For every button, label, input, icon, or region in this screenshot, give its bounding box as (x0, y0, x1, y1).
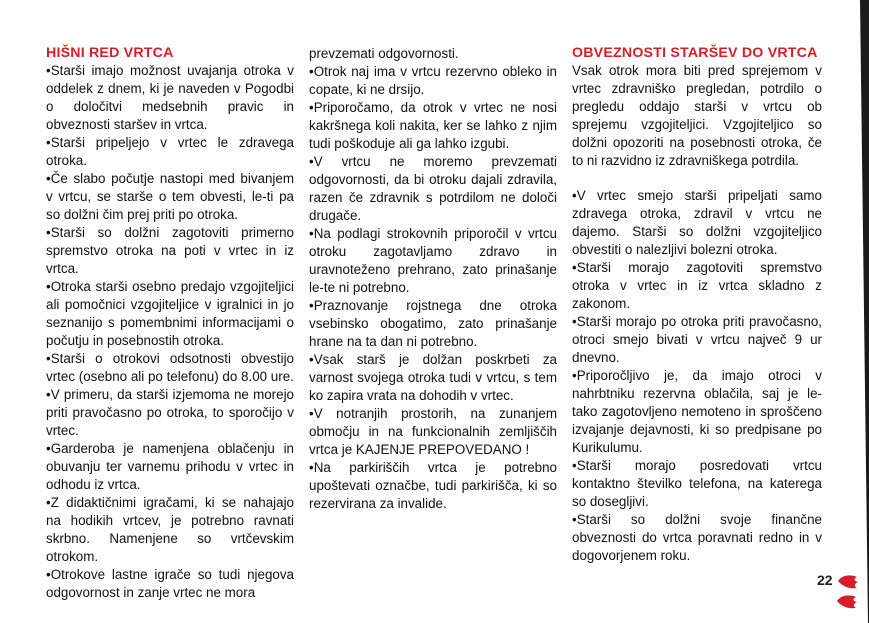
rule-paragraph: prevzemati odgovornosti. (309, 46, 459, 61)
rule-paragraph: •V primeru, da starši izjemoma ne morejo priti pravočasno po otroka, to sporočijo v vrtec. (46, 387, 294, 438)
obligation-paragraph: •Starši morajo po otroka priti pravočasno, otroci smejo bivati v vrtcu največ 9 ur dnevno. (572, 314, 822, 365)
paragraph-spacer (572, 170, 822, 187)
rule-paragraph: •Na podlagi strokovnih priporočil v vrtcu otroku zagotavljamo zdravo in uravnoteženo prehrano, zato prinašanje le-te ni potrebno. (309, 226, 557, 295)
house-rules-list (46, 62, 294, 602)
rule-paragraph: •Otroka starši osebno predajo vzgojiteljici ali pomočnici vzgojiteljice v igralnici in jo seznanijo s pomembnimi informacijami o počutju in posebnostih otroka. (46, 279, 294, 348)
house-rules-heading: HIŠNI RED VRTCA (46, 45, 174, 61)
rule-paragraph: •Starši so dolžni zagotoviti primerno spremstvo otroka na poti v vrtec in iz vrtca. (46, 225, 294, 276)
parent-obligations-heading: OBVEZNOSTI STARŠEV DO VRTCA (572, 45, 818, 61)
obligations-intro: Vsak otrok mora biti pred sprejemom v vrtec zdravniško pregledan, potrdilo o pregledu oddajo starši v vrtcu ob sprejemu vzgojiteljici. Vzgojiteljico so dolžni opozoriti na posebnosti otroka, če to ni razvidno iz zdravniškega potrdila. (572, 63, 822, 168)
middle-column (309, 45, 557, 513)
rule-paragraph: •Otrokove lastne igrače so tudi njegova odgovornost in zanje vrtec ne mora (46, 567, 294, 600)
page-number: 22 (817, 572, 833, 588)
rule-paragraph: •Starši imajo možnost uvajanja otroka v oddelek z dnem, ki je naveden v Pogodbi o določitvi medsebnih pravic in obveznosti staršev in vrtca. (46, 63, 294, 132)
rule-paragraph: •Praznovanje rojstnega dne otroka vsebinsko obogatimo, zato prinašanje hrane na ta dan ni potrebno. (309, 298, 557, 349)
obligation-paragraph: •Priporočljivo je, da imajo otroci v nahrbtniku rezervna oblačila, saj je le-tako zagotovljeno nemoteno in sproščeno izvajanje dejavnosti, ki so predpisane po Kurikulumu. (572, 368, 822, 455)
rule-paragraph: •Otrok naj ima v vrtcu rezervno obleko in copate, ki ne drsijo. (309, 64, 557, 97)
rule-paragraph: •Na parkiriščih vrtca je potrebno upoštevati označbe, tudi parkirišča, ki so rezervirana za invalide. (309, 460, 557, 511)
rule-paragraph: •Starši pripeljejo v vrtec le zdravega otroka. (46, 135, 294, 168)
obligation-paragraph: •V vrtec smejo starši pripeljati samo zdravega otroka, zdravil v vrtcu ne dajemo. Starši so dolžni vzgojiteljico obvestiti o nalezljivi bolezni otroka. (572, 188, 822, 257)
right-column (572, 44, 822, 565)
left-column (46, 44, 294, 602)
rule-paragraph: •Priporočamo, da otrok v vrtec ne nosi kakršnega koli nakita, ker se lahko z njim tudi poškoduje ali ga lahko izgubi. (309, 100, 557, 151)
obligation-paragraph: •Starši so dolžni svoje finančne obveznosti do vrtca poravnati redno in v dogovorjenem roku. (572, 512, 822, 563)
obligation-paragraph: •Starši morajo posredovati vrtcu kontaktno številko telefona, na katerega so dosegljivi. (572, 458, 822, 509)
red-footprint-icon (836, 573, 860, 611)
page-edge-decoration (855, 0, 869, 623)
obligation-paragraph: •Starši morajo zagotoviti spremstvo otroka v vrtec in iz vrtca skladno z zakonom. (572, 260, 822, 311)
rule-paragraph: •Če slabo počutje nastopi med bivanjem v vrtcu, se starše o tem obvesti, le-ti pa so dolžni čim prej priti po otroka. (46, 171, 294, 222)
rule-paragraph: •V notranjih prostorih, na zunanjem območju in na funkcionalnih zemljiščih vrtca je KAJENJE PREPOVEDANO ! (309, 406, 557, 457)
rule-paragraph: •Starši o otrokovi odsotnosti obvestijo vrtec (osebno ali po telefonu) do 8.00 ure. (46, 351, 294, 384)
rule-paragraph: •Vsak starš je dolžan poskrbeti za varnost svojega otroka tudi v vrtcu, s tem ko zapira vrata na dohodih v vrtec. (309, 352, 557, 403)
rule-paragraph: •Z didaktičnimi igračami, ki se nahajajo na hodikih vrtcev, je potrebno ravnati skrbno. Namenjene so vrtčevskim otrokom. (46, 495, 294, 564)
rule-paragraph: •Garderoba je namenjena oblačenju in obuvanju ter varnemu prihodu v vrtec in odhodu iz vrtca. (46, 441, 294, 492)
rule-paragraph: •V vrtcu ne moremo prevzemati odgovornosti, da bi otroku dajali zdravila, razen če zdravnik s potrdilom ne določi drugače. (309, 154, 557, 223)
